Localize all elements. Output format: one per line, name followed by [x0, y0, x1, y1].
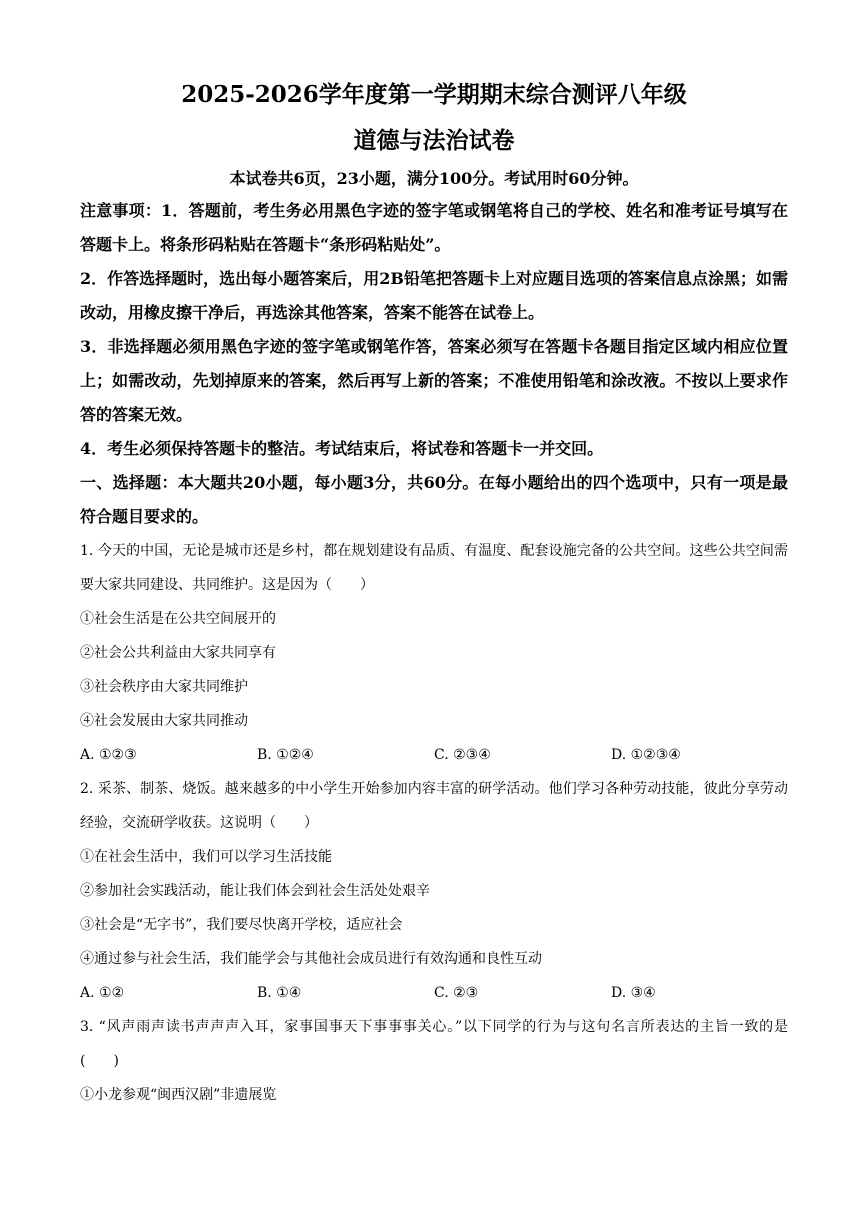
question-2-choices — [80, 976, 788, 1010]
question-1-item: ①社会生活是在公共空间展开的 — [80, 611, 276, 627]
question-1-choices — [80, 738, 788, 772]
question-1-item: ③社会秩序由大家共同维护 — [80, 679, 248, 695]
exam-info: 本试卷共6页，23小题，满分100分。考试用时60分钟。 — [229, 169, 639, 188]
choice-d: D. ①②③④ — [611, 747, 681, 763]
notice-3: 3．非选择题必须用黑色字迹的签字笔或钢笔作答，答案必须写在答题卡各题目指定区域内相应位置上；如需改动，先划掉原来的答案，然后再写上新的答案；不准使用铅笔和涂改液。不按以上要求作答的答案无效。 — [80, 337, 788, 424]
exam-subject: 道德与法治试卷 — [353, 127, 515, 154]
choice-a: A. ①②③ — [80, 747, 137, 763]
question-1-stem: 1. 今天的中国，无论是城市还是乡村，都在规划建设有品质、有温度、配套设施完备的公共空间。这些公共空间需要大家共同建设、共同维护。这是因为（ ） — [80, 543, 788, 593]
question-1-item: ④社会发展由大家共同推动 — [80, 713, 248, 729]
question-2-item: ①在社会生活中，我们可以学习生活技能 — [80, 849, 332, 865]
choice-b: B. ①④ — [257, 985, 302, 1001]
choice-c: C. ②③ — [434, 985, 479, 1001]
question-2-item: ④通过参与社会生活，我们能学会与其他社会成员进行有效沟通和良性互动 — [80, 951, 542, 967]
exam-title: 2025-2026学年度第一学期期末综合测评八年级 — [181, 81, 687, 108]
choice-c: C. ②③④ — [434, 747, 491, 763]
notice-1: 注意事项：1．答题前，考生务必用黑色字迹的签字笔或钢笔将自己的学校、姓名和准考证号填写在答题卡上。将条形码粘贴在答题卡“条形码粘贴处”。 — [80, 201, 788, 254]
section-heading: 一、选择题：本大题共20小题，每小题3分，共60分。在每小题给出的四个选项中，只有一项是最符合题目要求的。 — [80, 473, 788, 526]
question-3-item: ①小龙参观“闽西汉剧”非遗展览 — [80, 1087, 277, 1103]
question-2-item: ③社会是“无字书”，我们要尽快离开学校，适应社会 — [80, 917, 403, 933]
question-2-item: ②参加社会实践活动，能让我们体会到社会生活处处艰辛 — [80, 883, 430, 899]
question-3-stem: 3. “风声雨声读书声声声入耳，家事国事天下事事事关心。”以下同学的行为与这句名言所表达的主旨一致的是( ) — [80, 1019, 788, 1069]
choice-a: A. ①② — [80, 985, 125, 1001]
notice-4: 4．考生必须保持答题卡的整洁。考试结束后，将试卷和答题卡一并交回。 — [80, 439, 604, 458]
choice-b: B. ①②④ — [257, 747, 314, 763]
question-1-item: ②社会公共利益由大家共同享有 — [80, 645, 276, 661]
choice-d: D. ③④ — [611, 985, 656, 1001]
question-2-stem: 2. 采茶、制茶、烧饭。越来越多的中小学生开始参加内容丰富的研学活动。他们学习各种劳动技能，彼此分享劳动经验，交流研学收获。这说明（ ） — [80, 781, 788, 831]
notice-2: 2．作答选择题时，选出每小题答案后，用2B铅笔把答题卡上对应题目选项的答案信息点涂黑；如需改动，用橡皮擦干净后，再选涂其他答案，答案不能答在试卷上。 — [80, 269, 788, 322]
